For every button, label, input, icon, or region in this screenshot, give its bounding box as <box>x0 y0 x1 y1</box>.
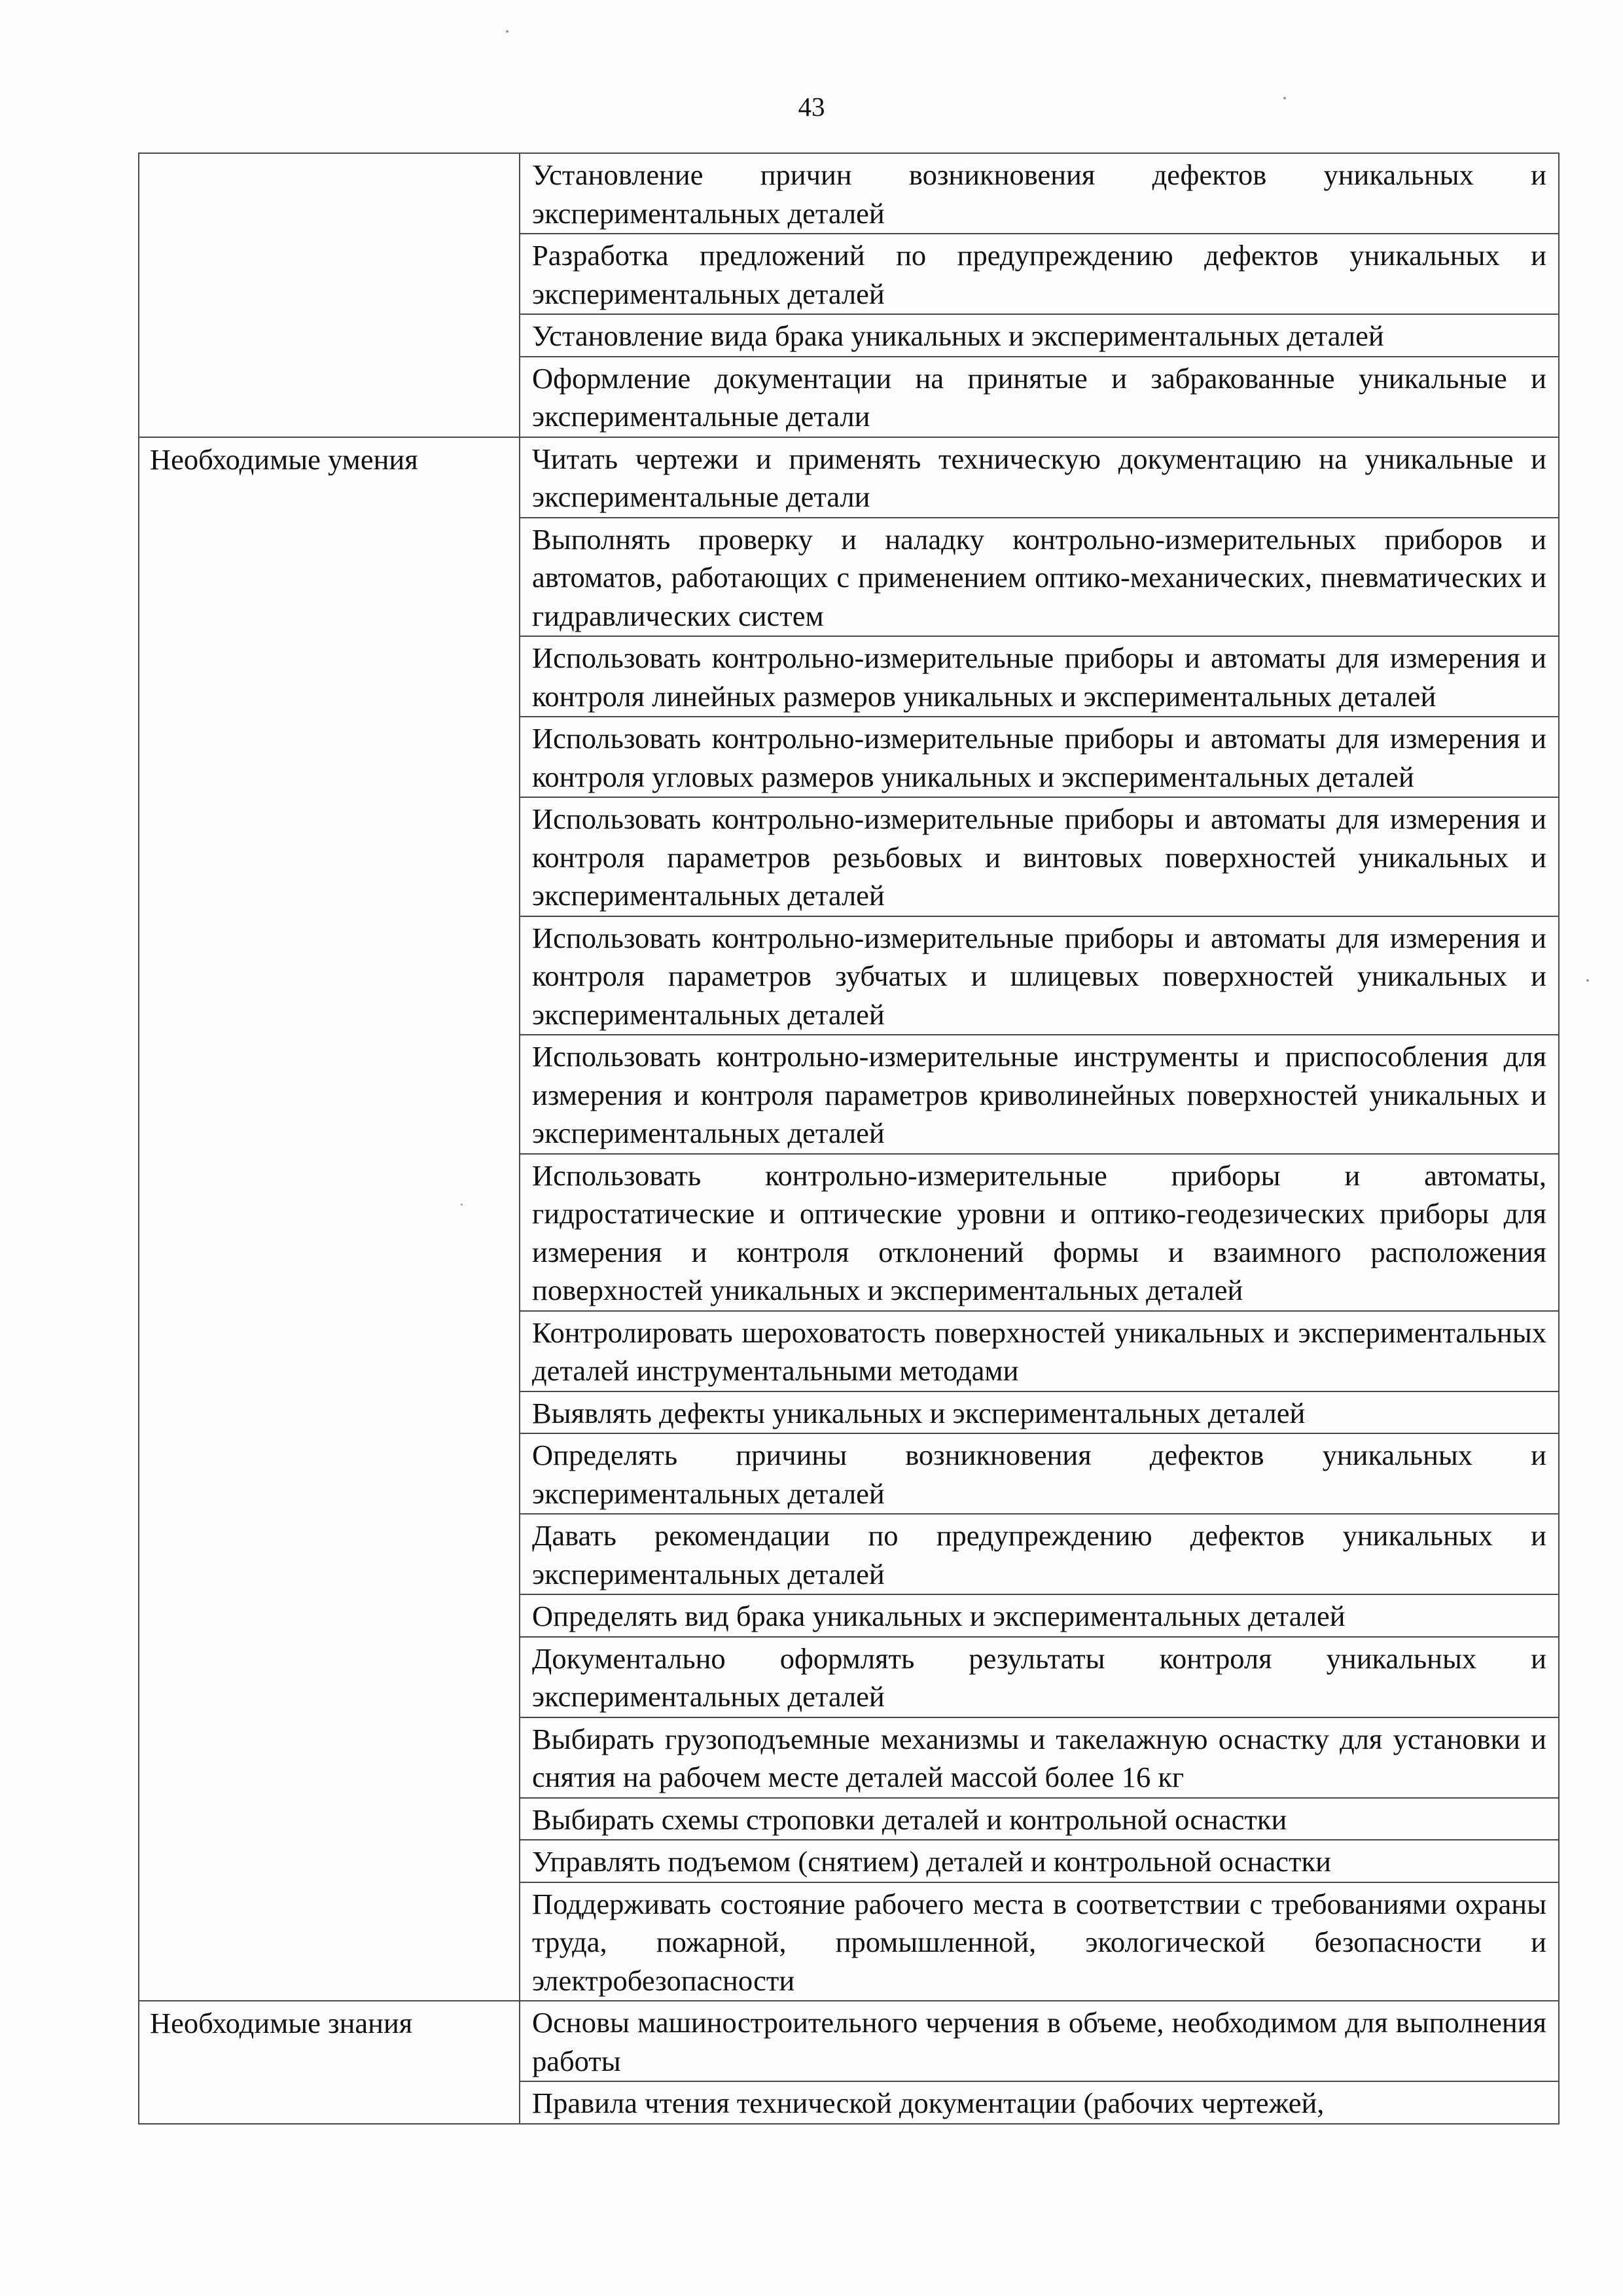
skill-cell: Использовать контрольно-измерительные инструменты и приспособления для измерения и контроля параметров криволинейных поверхностей уникальных и экспериментальных деталей <box>520 1035 1559 1154</box>
skill-cell: Давать рекомендации по предупреждению дефектов уникальных и экспериментальных деталей <box>520 1514 1559 1594</box>
knowledge-cell: Основы машиностроительного черчения в объеме, необходимом для выполнения работы <box>520 2001 1559 2081</box>
scan-speck <box>461 1204 463 1206</box>
knowledge-cell: Правила чтения технической документации (рабочих чертежей, <box>520 2081 1559 2124</box>
table-row <box>139 2001 1559 2081</box>
label-cell-skills: Необходимые умения <box>139 437 520 2001</box>
action-cell: Оформление документации на принятые и забракованные уникальные и экспериментальные детали <box>520 357 1559 437</box>
skill-cell: Использовать контрольно-измерительные приборы и автоматы для измерения и контроля параметров зубчатых и шлицевых поверхностей уникальных и экспериментальных деталей <box>520 916 1559 1035</box>
scan-speck <box>1283 97 1286 99</box>
action-cell: Разработка предложений по предупреждению дефектов уникальных и экспериментальных деталей <box>520 234 1559 314</box>
label-cell-knowledge: Необходимые знания <box>139 2001 520 2124</box>
label-cell-previous-group <box>139 153 520 437</box>
skill-cell: Использовать контрольно-измерительные приборы и автоматы для измерения и контроля угловых размеров уникальных и экспериментальных деталей <box>520 717 1559 797</box>
skill-cell: Выбирать грузоподъемные механизмы и такелажную оснастку для установки и снятия на рабочем месте деталей массой более 16 кг <box>520 1717 1559 1798</box>
skill-cell: Использовать контрольно-измерительные приборы и автоматы, гидростатические и оптические уровни и оптико-геодезических приборы для измерения и контроля отклонений формы и взаимного расположения поверхностей уникальных и экспериментальных деталей <box>520 1154 1559 1311</box>
skill-cell: Поддерживать состояние рабочего места в соответствии с требованиями охраны труда, пожарной, промышленной, экологической безопасности и электробезопасности <box>520 1882 1559 2001</box>
skill-cell: Выявлять дефекты уникальных и экспериментальных деталей <box>520 1391 1559 1434</box>
scan-speck <box>506 30 508 33</box>
page-number: 43 <box>798 92 825 122</box>
scan-speck <box>1586 979 1589 982</box>
labor-functions-table <box>138 152 1560 2125</box>
skill-cell: Управлять подъемом (снятием) деталей и контрольной оснастки <box>520 1840 1559 1882</box>
action-cell: Установление вида брака уникальных и экспериментальных деталей <box>520 314 1559 357</box>
skill-cell: Определять причины возникновения дефектов уникальных и экспериментальных деталей <box>520 1433 1559 1514</box>
skill-cell: Документально оформлять результаты контроля уникальных и экспериментальных деталей <box>520 1637 1559 1717</box>
skill-cell: Использовать контрольно-измерительные приборы и автоматы для измерения и контроля параметров резьбовых и винтовых поверхностей уникальных и экспериментальных деталей <box>520 797 1559 916</box>
skill-cell: Использовать контрольно-измерительные приборы и автоматы для измерения и контроля линейных размеров уникальных и экспериментальных деталей <box>520 636 1559 717</box>
skill-cell: Контролировать шероховатость поверхностей уникальных и экспериментальных деталей инструментальными методами <box>520 1311 1559 1391</box>
skill-cell: Выбирать схемы строповки деталей и контрольной оснастки <box>520 1798 1559 1840</box>
skill-cell: Определять вид брака уникальных и экспериментальных деталей <box>520 1594 1559 1637</box>
skill-cell: Читать чертежи и применять техническую документацию на уникальные и экспериментальные детали <box>520 437 1559 518</box>
action-cell: Установление причин возникновения дефектов уникальных и экспериментальных деталей <box>520 153 1559 234</box>
table-row <box>139 437 1559 518</box>
skill-cell: Выполнять проверку и наладку контрольно-измерительных приборов и автоматов, работающих с применением оптико-механических, пневматических и гидравлических систем <box>520 518 1559 637</box>
table-row <box>139 153 1559 234</box>
